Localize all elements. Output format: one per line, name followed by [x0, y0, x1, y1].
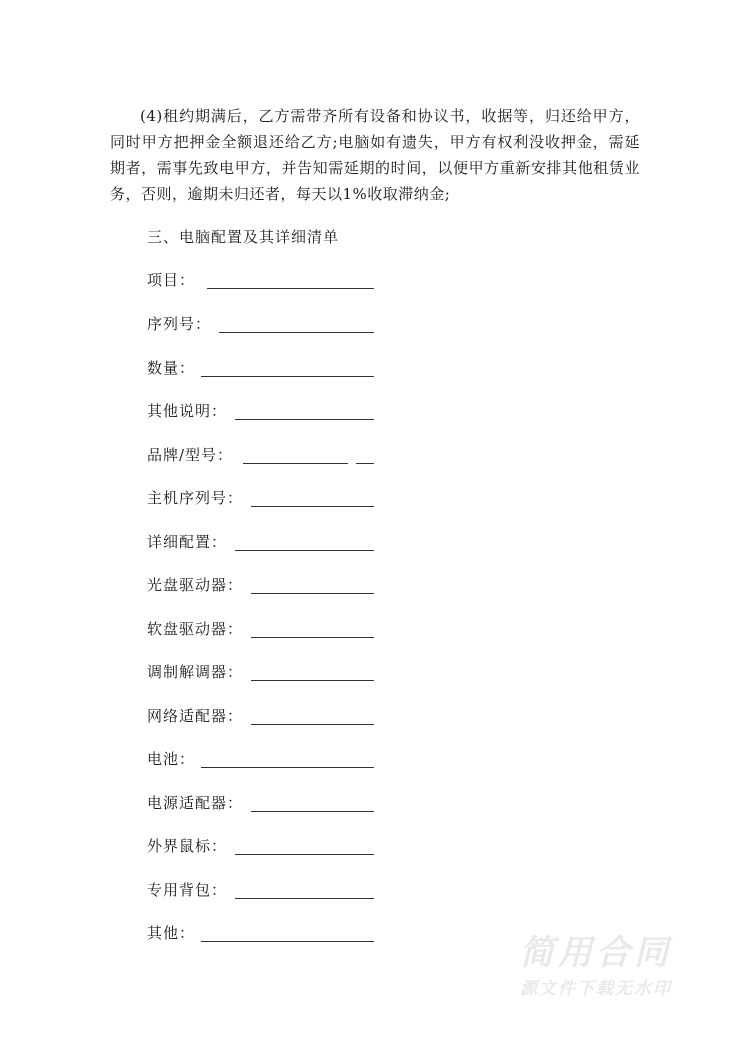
- blank-line: [235, 898, 374, 899]
- field-label: 主机序列号：: [147, 489, 244, 507]
- blank-line: [201, 941, 374, 942]
- blank-line-segment: [243, 463, 348, 464]
- blank-line: [235, 419, 374, 420]
- field-brand-model: [147, 443, 233, 467]
- blank-line: [201, 767, 374, 768]
- field-quantity: [147, 356, 195, 380]
- blank-line: [235, 550, 374, 551]
- field-power-adapter: [147, 791, 243, 815]
- field-other-notes: [147, 399, 227, 423]
- field-label: 外界鼠标：: [147, 837, 228, 855]
- field-label: 软盘驱动器：: [147, 620, 244, 638]
- blank-line: [251, 637, 374, 638]
- blank-line: [207, 288, 374, 289]
- blank-line: [201, 376, 374, 377]
- field-label: 网络适配器：: [147, 707, 244, 725]
- field-floppy-drive: [147, 617, 243, 641]
- blank-line-segment: [356, 463, 374, 464]
- blank-line: [251, 593, 374, 594]
- field-label: 数量：: [147, 359, 196, 377]
- field-detailed-config: [147, 530, 227, 554]
- field-project: [147, 268, 195, 292]
- field-label: 电源适配器：: [147, 794, 244, 812]
- field-label: 电池：: [147, 750, 196, 768]
- field-other: [147, 921, 195, 945]
- blank-line: [219, 332, 374, 333]
- field-external-mouse: [147, 834, 227, 858]
- field-network-adapter: [147, 704, 243, 728]
- watermark-title: 简用合同: [520, 933, 672, 973]
- field-optical-drive: [147, 573, 243, 597]
- field-host-serial: [147, 486, 243, 510]
- blank-line: [235, 854, 374, 855]
- field-label: 其他：: [147, 924, 196, 942]
- field-label: 调制解调器：: [147, 663, 244, 681]
- field-label: 光盘驱动器：: [147, 576, 244, 594]
- field-dedicated-bag: [147, 878, 227, 902]
- field-label: 项目：: [147, 271, 196, 289]
- field-label: 其他说明：: [147, 402, 228, 420]
- paragraph-lease-expiry: (4)租约期满后，乙方需带齐所有设备和协议书，收据等，归还给甲方，同时甲方把押金全额退还给乙方;电脑如有遗失，甲方有权利没收押金，需延期者，需事先致电甲方，并告知需延期的时间，以便甲方重新安排其他租赁业务，否则，逾期未归还者，每天以1%收取滞纳金;: [110, 107, 640, 203]
- field-label: 专用背包：: [147, 881, 228, 899]
- section-title: 三、电脑配置及其详细清单: [147, 228, 340, 246]
- field-label: 详细配置：: [147, 533, 228, 551]
- blank-line: [251, 724, 374, 725]
- blank-line: [251, 811, 374, 812]
- field-label: 品牌/型号：: [147, 446, 234, 464]
- field-battery: [147, 747, 195, 771]
- watermark-logo: [506, 933, 686, 1001]
- blank-line: [251, 506, 374, 507]
- field-modem: [147, 660, 243, 684]
- field-serial-number: [147, 312, 211, 336]
- blank-line: [251, 680, 374, 681]
- watermark-subtitle: 源文件下载无水印: [520, 979, 672, 999]
- field-label: 序列号：: [147, 315, 212, 333]
